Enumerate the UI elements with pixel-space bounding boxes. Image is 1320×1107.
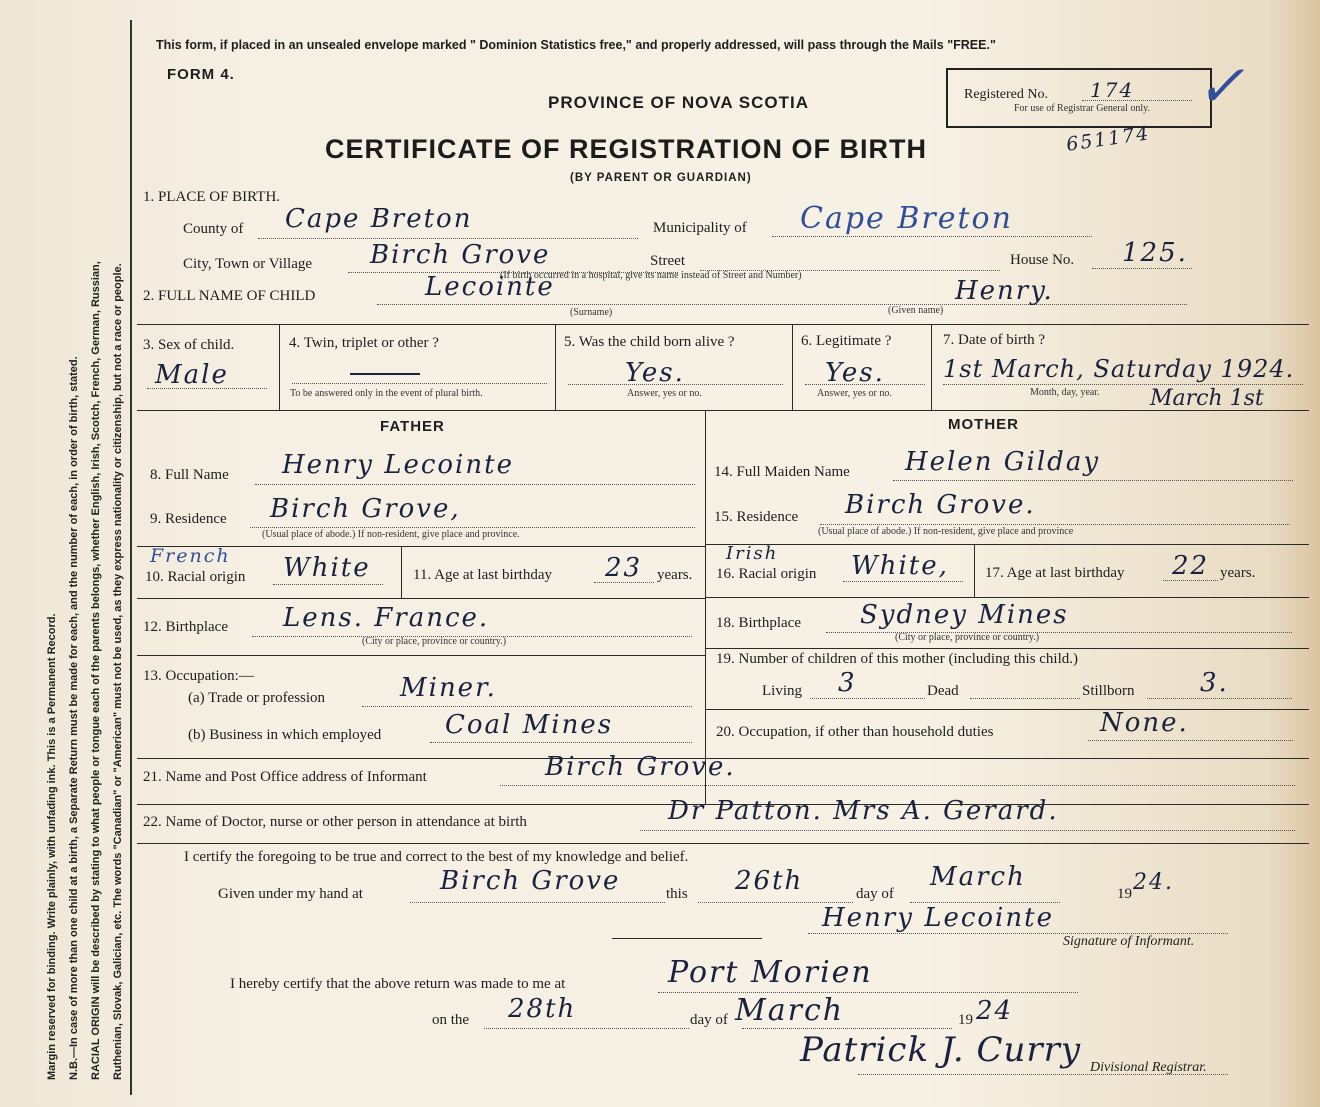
child-surname: Lecointe bbox=[425, 272, 555, 302]
col-rule-1 bbox=[279, 324, 280, 410]
twin-dash bbox=[350, 373, 420, 375]
dob-correction: March 1st bbox=[1150, 386, 1264, 411]
dead-line bbox=[970, 698, 1080, 699]
margin-note-racial-2: Ruthenian, Slovak, Galician, etc. The words "Canadian" or "American" must not be used, as they express nationality or citizenship, but not a race or people. bbox=[112, 263, 124, 1080]
house-value: 125. bbox=[1122, 238, 1188, 268]
certificate-title: CERTIFICATE OF REGISTRATION OF BIRTH bbox=[325, 134, 927, 164]
registrar-label: Divisional Registrar. bbox=[1090, 1060, 1207, 1075]
doctor-label: 22. Name of Doctor, nurse or other person in attendance at birth bbox=[143, 814, 527, 830]
child-name-line bbox=[377, 304, 1187, 305]
informant-signature-label: Signature of Informant. bbox=[1063, 934, 1195, 949]
house-line bbox=[1092, 268, 1192, 269]
dob-note: Month, day, year. bbox=[1030, 387, 1100, 398]
mother-residence-note: (Usual place of abode.) If non-resident, give place and province bbox=[818, 526, 1074, 537]
child-name-label: 2. FULL NAME OF CHILD bbox=[143, 288, 316, 304]
mother-rule-2 bbox=[705, 597, 1309, 598]
mother-residence-line bbox=[820, 524, 1290, 525]
child-given-name: Henry. bbox=[955, 276, 1054, 306]
father-birthplace-value: Lens. France. bbox=[283, 603, 490, 633]
mail-notice: This form, if placed in an unsealed envelope marked " Dominion Statistics free," and properly addressed, will pass through the Mails "FREE." bbox=[156, 38, 996, 52]
registrar-year-prefix: 19 bbox=[958, 1012, 973, 1028]
province-heading: PROVINCE OF NOVA SCOTIA bbox=[548, 93, 810, 112]
margin-note-racial: RACIAL ORIGIN will be described by stating to what people or tongue each of the parents belongs, whether English, Irish, Scotch, French, German, Russian, bbox=[90, 261, 102, 1080]
registered-note: For use of Registrar General only. bbox=[1014, 103, 1150, 114]
handwritten-registration-number: 651174 bbox=[1064, 122, 1152, 156]
children-label: 19. Number of children of this mother (including this child.) bbox=[716, 651, 1079, 667]
street-label: Street bbox=[650, 253, 685, 269]
registrar-day-line bbox=[484, 1028, 689, 1029]
sex-label: 3. Sex of child. bbox=[143, 337, 235, 353]
business-line bbox=[430, 742, 692, 743]
mother-birthplace-value: Sydney Mines bbox=[860, 600, 1069, 630]
mother-rule-1 bbox=[705, 544, 1309, 545]
doctor-value: Dr Patton. Mrs A. Gerard. bbox=[668, 796, 1059, 826]
registrar-day-of-label: day of bbox=[690, 1012, 728, 1028]
father-age-label: 11. Age at last birthday bbox=[413, 567, 552, 583]
stillborn-line bbox=[1147, 698, 1292, 699]
mother-birthplace-label: 18. Birthplace bbox=[716, 615, 801, 631]
on-the-label: on the bbox=[432, 1012, 470, 1028]
stillborn-value: 3. bbox=[1200, 668, 1229, 698]
father-age-value: 23 bbox=[605, 553, 643, 583]
mother-residence-value: Birch Grove. bbox=[845, 490, 1036, 520]
registered-label: Registered No. bbox=[964, 87, 1048, 102]
given-place-line bbox=[410, 902, 665, 903]
given-year-value: 24. bbox=[1133, 870, 1174, 895]
living-value: 3 bbox=[838, 668, 857, 698]
mother-name-label: 14. Full Maiden Name bbox=[714, 464, 850, 480]
informant-label: 21. Name and Post Office address of Informant bbox=[143, 769, 427, 785]
municipality-value: Cape Breton bbox=[800, 201, 1013, 236]
registrar-month-value: March bbox=[735, 993, 845, 1028]
father-race-divider bbox=[401, 546, 402, 598]
living-line bbox=[810, 698, 925, 699]
informant-value: Birch Grove. bbox=[545, 752, 736, 782]
place-of-birth-heading: 1. PLACE OF BIRTH. bbox=[143, 189, 281, 205]
legitimate-note: Answer, yes or no. bbox=[817, 388, 892, 399]
mother-rule-4 bbox=[705, 709, 1309, 710]
alive-value: Yes. bbox=[625, 358, 685, 388]
mother-age-years: years. bbox=[1220, 565, 1256, 581]
city-label: City, Town or Village bbox=[183, 256, 313, 272]
registrar-statement: I hereby certify that the above return was made to me at bbox=[230, 976, 566, 992]
col-rule-2 bbox=[555, 324, 556, 410]
mother-birthplace-note: (City or place, province or country.) bbox=[895, 632, 1040, 643]
day-of-label: day of bbox=[856, 886, 894, 902]
informant-line bbox=[500, 785, 1295, 786]
father-rule-3 bbox=[137, 655, 705, 656]
father-race-label: 10. Racial origin bbox=[145, 569, 246, 585]
certificate-subtitle: (BY PARENT OR GUARDIAN) bbox=[570, 172, 752, 184]
row-rule-top bbox=[137, 324, 1309, 325]
mother-age-label: 17. Age at last birthday bbox=[985, 565, 1125, 581]
father-name-label: 8. Full Name bbox=[150, 467, 229, 483]
margin-note-plural: N.B.—In case of more than one child at a birth, a Separate Return must be made for each, and the number of each, in order of birth, stated. bbox=[68, 356, 80, 1080]
registered-underline bbox=[1082, 100, 1192, 101]
registered-value: 174 bbox=[1090, 78, 1135, 102]
municipality-line bbox=[772, 236, 1092, 237]
mother-race-value: White, bbox=[851, 551, 949, 581]
business-label: (b) Business in which employed bbox=[188, 727, 382, 743]
trade-label: (a) Trade or profession bbox=[188, 690, 326, 706]
registrar-year-value: 24 bbox=[976, 996, 1014, 1026]
col-rule-4 bbox=[931, 324, 932, 410]
father-race-line bbox=[273, 584, 383, 585]
father-race-note: French bbox=[150, 545, 231, 567]
mother-race-divider bbox=[974, 544, 975, 597]
certify-statement: I certify the foregoing to be true and correct to the best of my knowledge and belief. bbox=[184, 849, 689, 865]
given-day-value: 26th bbox=[735, 866, 804, 896]
mother-heading: MOTHER bbox=[948, 416, 1019, 433]
father-residence-line bbox=[250, 527, 695, 528]
business-value: Coal Mines bbox=[445, 710, 614, 740]
mother-race-line bbox=[843, 581, 963, 582]
dob-line bbox=[943, 384, 1303, 385]
row-rule-parents bbox=[137, 410, 1309, 411]
father-name-value: Henry Lecointe bbox=[282, 450, 514, 480]
given-year-prefix: 19 bbox=[1117, 886, 1132, 902]
registrar-signature: Patrick J. Curry bbox=[800, 1030, 1082, 1070]
mother-name-value: Helen Gilday bbox=[905, 447, 1101, 477]
registrar-day-value: 28th bbox=[508, 994, 577, 1024]
sex-value: Male bbox=[155, 360, 229, 390]
twin-line bbox=[292, 383, 547, 384]
alive-note: Answer, yes or no. bbox=[627, 388, 702, 399]
mother-race-note: Irish bbox=[726, 543, 779, 564]
given-month-value: March bbox=[930, 862, 1026, 892]
mother-age-value: 22 bbox=[1172, 551, 1210, 581]
alive-label: 5. Was the child born alive ? bbox=[564, 334, 735, 350]
dob-value: 1st March, Saturday 1924. bbox=[943, 355, 1295, 383]
informant-signature: Henry Lecointe bbox=[822, 903, 1054, 933]
occupation-label: 13. Occupation:— bbox=[143, 668, 254, 684]
municipality-label: Municipality of bbox=[653, 220, 747, 236]
father-rule-2 bbox=[137, 598, 705, 599]
dead-label: Dead bbox=[927, 683, 959, 699]
stillborn-label: Stillborn bbox=[1082, 683, 1135, 699]
twin-note: To be answered only in the event of plural birth. bbox=[290, 388, 483, 399]
father-residence-value: Birch Grove, bbox=[270, 494, 461, 524]
father-birthplace-label: 12. Birthplace bbox=[143, 619, 228, 635]
mother-rule-3 bbox=[705, 648, 1309, 649]
twin-label: 4. Twin, triplet or other ? bbox=[289, 335, 439, 351]
father-birthplace-note: (City or place, province or country.) bbox=[362, 636, 507, 647]
mother-name-line bbox=[893, 480, 1293, 481]
this-label: this bbox=[666, 886, 688, 902]
father-residence-label: 9. Residence bbox=[150, 511, 227, 527]
city-value: Birch Grove bbox=[370, 240, 551, 270]
hospital-note: (If birth occurred in a hospital, give its name instead of Street and Number) bbox=[500, 270, 802, 281]
checkmark-icon: ✓ bbox=[1196, 52, 1247, 120]
mother-occupation-value: None. bbox=[1100, 708, 1189, 738]
dob-label: 7. Date of birth ? bbox=[943, 332, 1046, 348]
father-age-years: years. bbox=[657, 567, 693, 583]
county-line bbox=[258, 238, 638, 239]
living-label: Living bbox=[762, 683, 802, 699]
father-heading: FATHER bbox=[380, 418, 445, 435]
mother-race-label: 16. Racial origin bbox=[716, 566, 817, 582]
legitimate-label: 6. Legitimate ? bbox=[801, 333, 892, 349]
row-rule-certification bbox=[137, 843, 1309, 844]
house-label: House No. bbox=[1010, 252, 1075, 268]
father-name-line bbox=[255, 484, 695, 485]
county-value: Cape Breton bbox=[285, 204, 473, 234]
legitimate-value: Yes. bbox=[825, 358, 885, 388]
short-rule bbox=[612, 938, 762, 939]
form-number: FORM 4. bbox=[167, 66, 235, 83]
county-label: County of bbox=[183, 221, 244, 237]
mother-occupation-line bbox=[1088, 740, 1293, 741]
father-residence-note: (Usual place of abode.) If non-resident, give place and province. bbox=[262, 529, 520, 540]
mother-occupation-label: 20. Occupation, if other than household duties bbox=[716, 724, 994, 740]
given-place-value: Birch Grove bbox=[440, 866, 621, 896]
col-rule-3 bbox=[792, 324, 793, 410]
binding-margin-rule bbox=[130, 20, 132, 1095]
surname-note: (Surname) bbox=[570, 307, 613, 318]
trade-value: Miner. bbox=[400, 673, 497, 703]
parents-divider bbox=[705, 410, 706, 805]
margin-note-binding: Margin reserved for binding. Write plainly, with unfading ink. This is a Permanent Record. bbox=[46, 613, 58, 1080]
given-under-label: Given under my hand at bbox=[218, 886, 363, 902]
registrar-month-line bbox=[742, 1028, 952, 1029]
doctor-line bbox=[640, 830, 1295, 831]
given-name-note: (Given name) bbox=[888, 305, 944, 316]
mother-residence-label: 15. Residence bbox=[714, 509, 799, 525]
father-race-value: White bbox=[283, 553, 371, 583]
registrar-place-value: Port Morien bbox=[668, 955, 873, 990]
trade-line bbox=[362, 706, 692, 707]
registrar-place-line bbox=[658, 992, 1078, 993]
